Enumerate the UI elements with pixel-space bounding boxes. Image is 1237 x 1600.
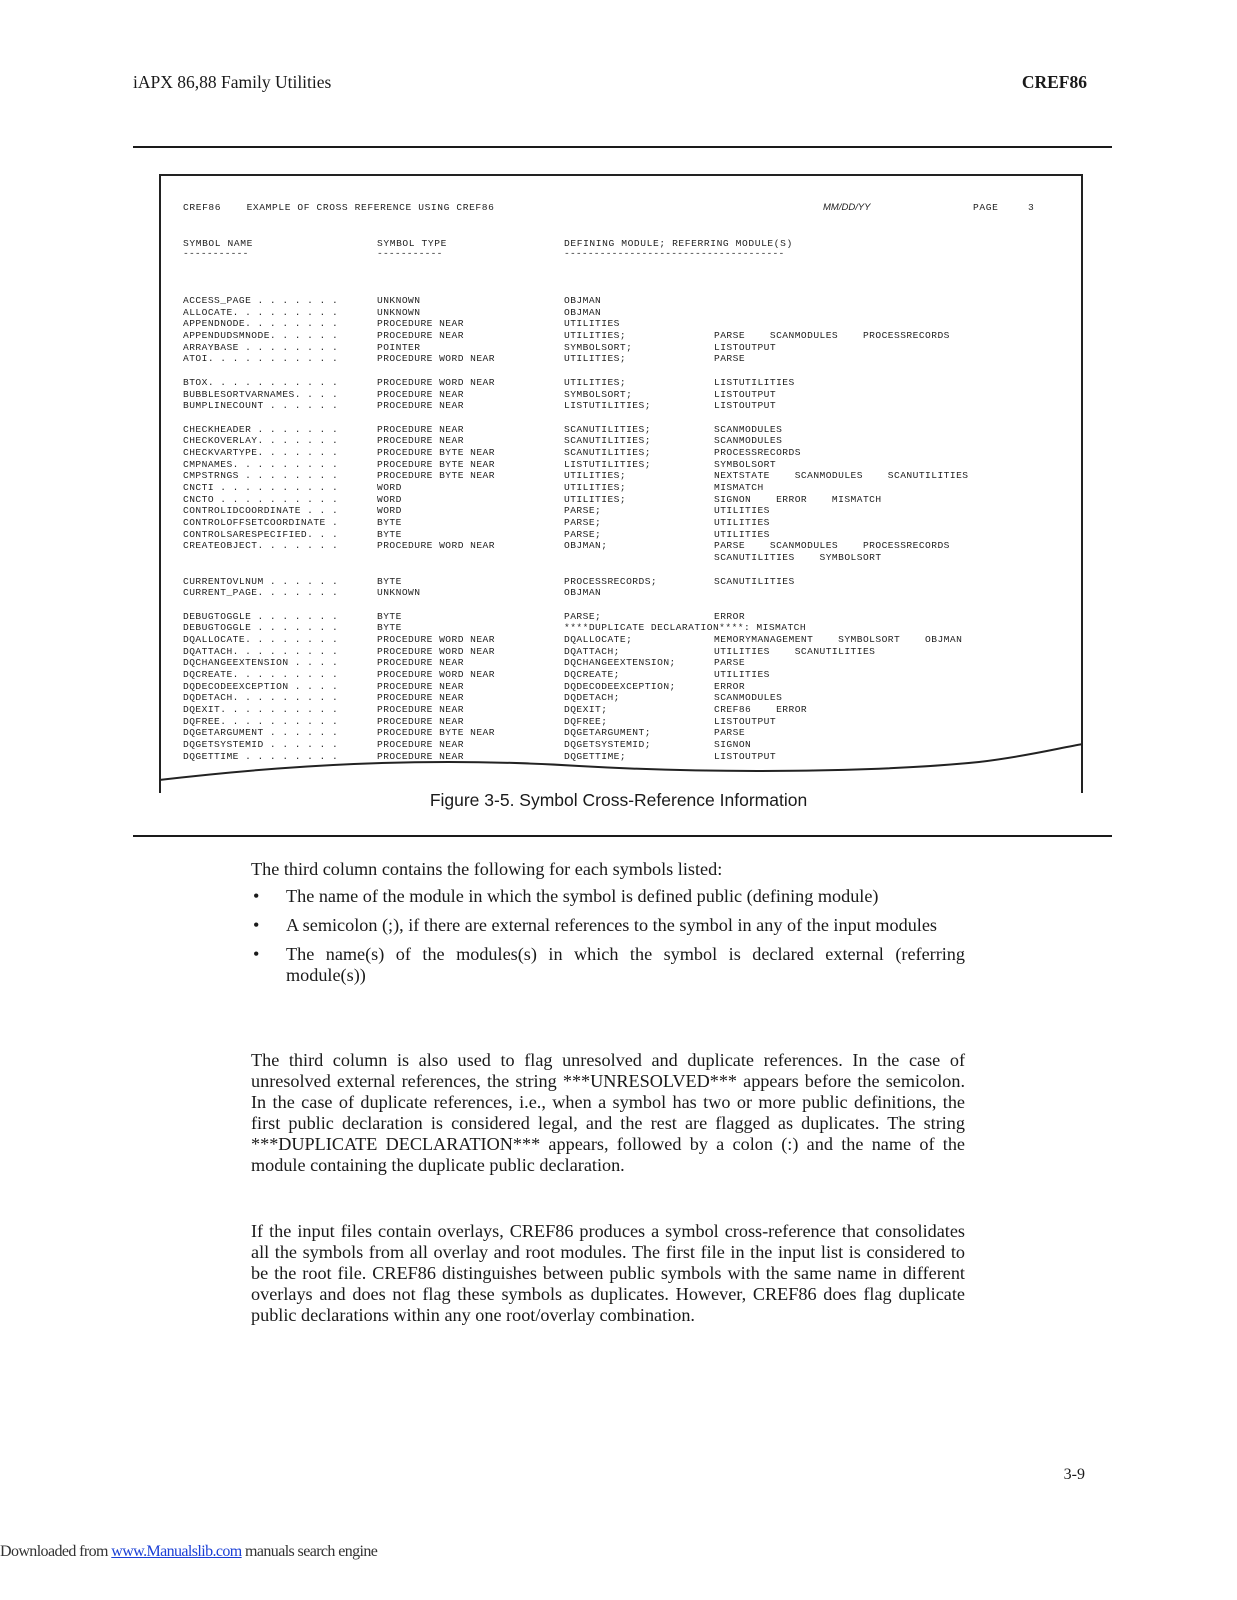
symbol-type-cell: BYTE — [377, 622, 402, 634]
symbol-name-cell: CONTROLOFFSETCOORDINATE . — [183, 517, 339, 529]
figure-caption: Figure 3-5. Symbol Cross-Reference Information — [429, 790, 808, 810]
referring-modules-cell: LISTOUTPUT — [714, 388, 777, 400]
symbol-type-cell: PROCEDURE NEAR — [377, 750, 464, 762]
symbol-name-cell: DQGETTIME . . . . . . . . — [183, 750, 339, 762]
defining-module-cell: DQGETSYSTEMID; — [564, 739, 651, 751]
defining-module-cell: UTILITIES; — [564, 493, 627, 505]
referring-modules-cell: NEXTSTATE SCANMODULES SCANUTILITIES — [714, 470, 969, 482]
running-header-section: CREF86 — [1021, 72, 1087, 92]
defining-module-cell: LISTUTILITIES; — [564, 400, 651, 412]
symbol-table — [183, 295, 1063, 763]
symbol-type-cell: UNKNOWN — [377, 587, 421, 599]
symbol-name-cell: DQEXIT. . . . . . . . . . — [183, 704, 339, 716]
referring-modules-cell: LISTOUTPUT — [714, 400, 777, 412]
symbol-name-cell: ARRAYBASE . . . . . . . . — [183, 341, 339, 353]
symbol-name-cell: APPENDNODE. . . . . . . . — [183, 318, 339, 330]
column-underline-symbol-name: ----------- — [183, 248, 249, 259]
table-row — [183, 716, 1063, 728]
symbol-name-cell: CONTROLIDCOORDINATE . . . — [183, 505, 339, 517]
symbol-name-cell: DQATTACH. . . . . . . . . — [183, 645, 339, 657]
referring-modules-cell: UTILITIES — [714, 528, 770, 540]
defining-module-cell: DQGETARGUMENT; — [564, 727, 651, 739]
symbol-type-cell: UNKNOWN — [377, 306, 421, 318]
printout-title: CREF86 EXAMPLE OF CROSS REFERENCE USING CREF86 — [183, 202, 495, 213]
defining-module-cell: LISTUTILITIES; — [564, 458, 651, 470]
defining-module-cell: UTILITIES; — [564, 482, 627, 493]
symbol-name-cell: CONTROLSARESPECIFIED. . . — [183, 528, 339, 540]
defining-module-cell: SCANUTILITIES; — [564, 435, 651, 447]
symbol-name-cell: ALLOCATE. . . . . . . . . — [183, 306, 339, 318]
referring-modules-cell: UTILITIES SCANUTILITIES — [714, 645, 876, 657]
symbol-name-cell: DEBUGTOGGLE . . . . . . . — [183, 622, 339, 634]
table-row — [183, 634, 1063, 646]
table-row — [183, 505, 1063, 517]
referring-modules-cell: SIGNON — [714, 739, 752, 751]
symbol-type-cell: WORD — [377, 493, 402, 505]
symbol-type-cell: WORD — [377, 505, 402, 517]
column-header-symbol-name: SYMBOL NAME — [183, 238, 253, 249]
table-row — [183, 295, 1063, 307]
table-row — [183, 307, 1063, 319]
defining-module-cell: DQDETACH; — [564, 692, 620, 704]
defining-module-cell: SYMBOLSORT; — [564, 341, 633, 353]
referring-modules-cell: SIGNON ERROR MISMATCH — [714, 493, 882, 505]
manualslib-link[interactable]: www.Manualslib.com — [111, 1543, 242, 1560]
defining-module-cell: OBJMAN; — [564, 540, 608, 552]
symbol-name-cell: APPENDUDSMNODE. . . . . . — [183, 330, 339, 342]
symbol-name-cell: DQDETACH. . . . . . . . . — [183, 692, 339, 704]
symbol-name-cell: CMPSTRNGS . . . . . . . . — [183, 470, 339, 482]
table-row — [183, 587, 1063, 599]
header-rule — [133, 146, 1112, 148]
symbol-name-cell: DEBUGTOGGLE . . . . . . . — [183, 610, 339, 622]
table-row — [183, 540, 1063, 552]
referring-modules-cell: MEMORYMANAGEMENT SYMBOLSORT OBJMAN — [714, 633, 963, 645]
table-row — [183, 494, 1063, 506]
symbol-type-cell: PROCEDURE WORD NEAR — [377, 353, 495, 365]
symbol-name-cell: ATOI. . . . . . . . . . . — [183, 353, 339, 365]
referring-modules-cell: UTILITIES — [714, 669, 770, 680]
defining-module-cell: UTILITIES; — [564, 376, 627, 388]
column-underline-modules: ------------------------------------- — [564, 248, 785, 259]
symbol-name-cell: BUBBLESORTVARNAMES. . . . — [183, 388, 339, 400]
list-item: • The name of the module in which the symbol is defined public (defining module) — [253, 886, 879, 906]
symbol-type-cell: PROCEDURE WORD NEAR — [377, 669, 495, 680]
symbol-type-cell: PROCEDURE BYTE NEAR — [377, 458, 495, 470]
defining-module-cell: PARSE; — [564, 610, 602, 622]
symbol-type-cell: PROCEDURE BYTE NEAR — [377, 446, 495, 458]
printout-page-number: 3 — [1028, 202, 1034, 213]
symbol-type-cell: PROCEDURE NEAR — [377, 680, 464, 692]
symbol-name-cell: CHECKVARTYPE. . . . . . . — [183, 446, 339, 458]
table-row — [183, 318, 1063, 330]
symbol-name-cell: CNCTI . . . . . . . . . . — [183, 482, 339, 493]
symbol-name-cell: CREATEOBJECT. . . . . . . — [183, 540, 339, 552]
referring-modules-cell: PARSE — [714, 657, 746, 669]
bullet-list — [251, 886, 965, 994]
symbol-name-cell: CMPNAMES. . . . . . . . . — [183, 458, 339, 470]
referring-modules-cell: UTILITIES — [714, 505, 770, 517]
symbol-type-cell: WORD — [377, 482, 402, 493]
running-header-title: iAPX 86,88 Family Utilities — [133, 72, 332, 92]
table-row — [183, 657, 1063, 669]
symbol-type-cell: PROCEDURE BYTE NEAR — [377, 727, 495, 739]
referring-modules-cell: LISTOUTPUT — [714, 715, 777, 727]
symbol-type-cell: PROCEDURE NEAR — [377, 692, 464, 704]
symbol-type-cell: PROCEDURE NEAR — [377, 704, 464, 716]
printout-date: MM/DD/YY — [823, 202, 871, 213]
defining-module-cell: PROCESSRECORDS; — [564, 575, 658, 587]
symbol-name-cell: BTOX. . . . . . . . . . . — [183, 376, 339, 388]
table-row — [183, 646, 1063, 658]
defining-module-cell: SCANUTILITIES; — [564, 446, 651, 458]
column-underline-symbol-type: ----------- — [377, 248, 443, 259]
referring-modules-cell: LISTOUTPUT — [714, 341, 777, 353]
column-header-modules: DEFINING MODULE; REFERRING MODULE(S) — [564, 238, 793, 249]
table-row — [183, 459, 1063, 471]
intro-paragraph: The third column contains the following for each symbols listed: — [251, 859, 723, 879]
referring-modules-cell: LISTUTILITIES — [714, 376, 795, 388]
referring-modules-cell: CREF86 ERROR — [714, 704, 808, 716]
symbol-type-cell: PROCEDURE NEAR — [377, 388, 464, 400]
defining-module-cell: DQCREATE; — [564, 669, 620, 680]
symbol-type-cell: PROCEDURE WORD NEAR — [377, 540, 495, 552]
defining-module-cell: ****DUPLICATE DECLARATION****: MISMATCH — [564, 622, 807, 634]
symbol-type-cell: PROCEDURE NEAR — [377, 657, 464, 669]
symbol-type-cell: PROCEDURE WORD NEAR — [377, 376, 495, 388]
symbol-type-cell: UNKNOWN — [377, 295, 421, 306]
table-row — [183, 342, 1063, 354]
referring-modules-cell: PARSE — [714, 353, 746, 365]
defining-module-cell: OBJMAN — [564, 306, 602, 318]
referring-modules-cell: LISTOUTPUT — [714, 750, 777, 762]
table-row — [183, 517, 1063, 529]
referring-modules-cell: SCANMODULES — [714, 692, 783, 704]
table-row — [183, 704, 1063, 716]
table-row — [183, 681, 1063, 693]
paragraph-overlays: If the input files contain overlays, CREF86 produces a symbol cross-reference that consolidates all the symbols from all overlay and root modules. The first file in the input list is considered to be the root file. CREF86 distinguishes between public symbols with the same name in different overlays and does not flag these symbols as duplicates. However, CREF86 does flag duplicate public declarations within any one root/overlay combination. — [251, 1221, 965, 1325]
defining-module-cell: DQGETTIME; — [564, 750, 627, 762]
printout-page-label: PAGE — [973, 202, 999, 213]
table-row — [183, 482, 1063, 494]
table-row — [183, 576, 1063, 588]
referring-modules-cell: SCANMODULES — [714, 423, 783, 435]
symbol-type-cell: BYTE — [377, 528, 402, 540]
table-row — [183, 622, 1063, 634]
symbol-type-cell: BYTE — [377, 517, 402, 529]
defining-module-cell: OBJMAN — [564, 587, 602, 599]
table-row — [183, 669, 1063, 681]
symbol-name-cell: DQGETARGUMENT . . . . . . — [183, 727, 339, 739]
symbol-name-cell: DQDECODEEXCEPTION . . . . — [183, 680, 339, 692]
table-row — [183, 692, 1063, 704]
referring-modules-cell: PROCESSRECORDS — [714, 446, 801, 458]
referring-modules-cell: PARSE — [714, 727, 746, 739]
bullet-icon: • — [253, 944, 260, 964]
table-row — [183, 377, 1063, 389]
symbol-name-cell: CNCTO . . . . . . . . . . — [183, 493, 339, 505]
referring-modules-cell: UTILITIES — [714, 517, 770, 529]
table-row — [183, 330, 1063, 342]
referring-modules-cell: ERROR — [714, 610, 746, 622]
defining-module-cell: DQDECODEEXCEPTION; — [564, 680, 676, 692]
table-row — [183, 435, 1063, 447]
symbol-name-cell: DQALLOCATE. . . . . . . . — [183, 633, 339, 645]
table-row — [183, 400, 1063, 412]
symbol-type-cell: BYTE — [377, 575, 402, 587]
symbol-name-cell: ACCESS_PAGE . . . . . . . — [183, 295, 339, 306]
defining-module-cell: SCANUTILITIES; — [564, 423, 651, 435]
list-item: • A semicolon (;), if there are external references to the symbol in any of the input modules — [253, 915, 938, 935]
defining-module-cell: UTILITIES — [564, 318, 620, 330]
symbol-name-cell: CHECKOVERLAY. . . . . . . — [183, 435, 339, 447]
defining-module-cell: DQCHANGEEXTENSION; — [564, 657, 676, 669]
referring-modules-cell: MISMATCH — [714, 482, 764, 493]
symbol-type-cell: PROCEDURE NEAR — [377, 400, 464, 412]
column-header-symbol-type: SYMBOL TYPE — [377, 238, 447, 249]
paragraph-unresolved-duplicates: The third column is also used to flag unresolved and duplicate references. In the case of unresolved external references, the string ***UNRESOLVED*** appears before the semicolon. In the case of duplicate references, i.e., when a symbol has two or more public definitions, the first public declaration is considered legal, and the rest are flagged as duplicates. The string ***DUPLICATE DECLARATION*** appears, followed by a colon (:) and the name of the module containing the duplicate public declaration. — [251, 1050, 965, 1175]
referring-modules-cell: SYMBOLSORT — [714, 458, 777, 470]
symbol-type-cell: BYTE — [377, 610, 402, 622]
bullet-icon: • — [253, 915, 260, 935]
symbol-type-cell: PROCEDURE BYTE NEAR — [377, 470, 495, 482]
figure-rule — [133, 835, 1112, 837]
symbol-type-cell: PROCEDURE NEAR — [377, 318, 464, 330]
table-row — [183, 552, 1063, 564]
symbol-type-cell: PROCEDURE NEAR — [377, 330, 464, 342]
table-row — [183, 470, 1063, 482]
symbol-type-cell: PROCEDURE NEAR — [377, 715, 464, 727]
defining-module-cell: UTILITIES; — [564, 353, 627, 365]
symbol-name-cell: DQCHANGEEXTENSION . . . . — [183, 657, 339, 669]
symbol-name-cell: DQGETSYSTEMID . . . . . . — [183, 739, 339, 751]
symbol-type-cell: PROCEDURE WORD NEAR — [377, 633, 495, 645]
defining-module-cell: PARSE; — [564, 517, 602, 529]
defining-module-cell: UTILITIES; — [564, 330, 627, 342]
torn-edge — [159, 736, 1083, 796]
defining-module-cell: DQFREE; — [564, 715, 608, 727]
defining-module-cell: DQEXIT; — [564, 704, 608, 716]
defining-module-cell: DQALLOCATE; — [564, 633, 633, 645]
referring-modules-cell: SCANUTILITIES — [714, 575, 795, 587]
table-row — [183, 353, 1063, 365]
referring-modules-cell: ERROR — [714, 680, 746, 692]
referring-modules-cell: PARSE SCANMODULES PROCESSRECORDS — [714, 330, 950, 342]
referring-modules-cell: PARSE SCANMODULES PROCESSRECORDS — [714, 540, 950, 552]
symbol-type-cell: PROCEDURE NEAR — [377, 423, 464, 435]
symbol-type-cell: PROCEDURE WORD NEAR — [377, 645, 495, 657]
symbol-name-cell: CHECKHEADER . . . . . . . — [183, 423, 339, 435]
symbol-name-cell: BUMPLINECOUNT . . . . . . — [183, 400, 339, 412]
symbol-name-cell: CURRENTOVLNUM . . . . . . — [183, 575, 339, 587]
defining-module-cell: DQATTACH; — [564, 645, 620, 657]
symbol-type-cell: PROCEDURE NEAR — [377, 739, 464, 751]
symbol-name-cell: DQFREE. . . . . . . . . . — [183, 715, 339, 727]
symbol-type-cell: PROCEDURE NEAR — [377, 435, 464, 447]
defining-module-cell: SYMBOLSORT; — [564, 388, 633, 400]
table-row — [183, 424, 1063, 436]
bullet-icon: • — [253, 886, 260, 906]
defining-module-cell: UTILITIES; — [564, 470, 627, 482]
symbol-name-cell: DQCREATE. . . . . . . . . — [183, 669, 339, 680]
page-number: 3-9 — [1063, 1466, 1085, 1483]
defining-module-cell: OBJMAN — [564, 295, 602, 306]
table-row — [183, 611, 1063, 623]
symbol-name-cell: CURRENT_PAGE. . . . . . . — [183, 587, 339, 599]
table-row — [183, 447, 1063, 459]
table-row — [183, 529, 1063, 541]
referring-modules-cell: SCANMODULES — [714, 435, 783, 447]
download-footer: Downloaded from www.Manualslib.com manuals search engine — [0, 1543, 378, 1560]
table-row — [183, 389, 1063, 401]
list-item: • The name(s) of the modules(s) in which the symbol is declared external (referring module(s)) — [253, 944, 965, 985]
symbol-type-cell: POINTER — [377, 341, 421, 353]
defining-module-cell: PARSE; — [564, 528, 602, 540]
defining-module-cell: PARSE; — [564, 505, 602, 517]
cross-reference-printout — [159, 174, 1083, 793]
referring-modules-cell: SCANUTILITIES SYMBOLSORT — [714, 552, 882, 564]
